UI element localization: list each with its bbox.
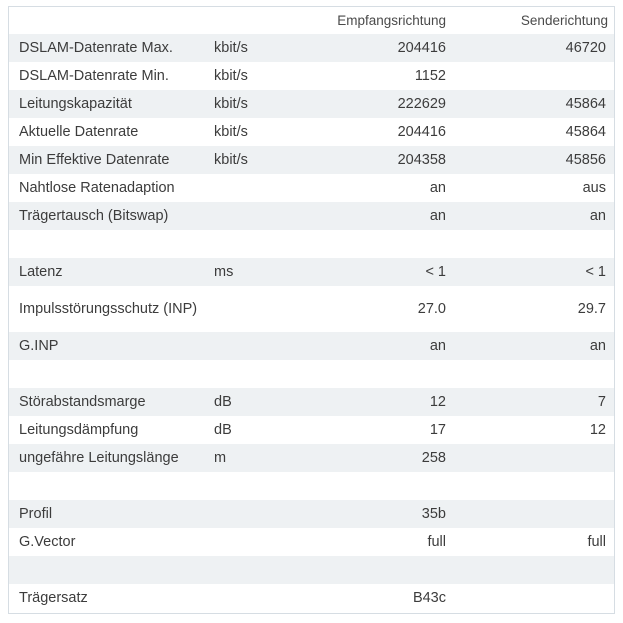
- dsl-spectrum-table: [9, 7, 614, 612]
- row-upstream-value: [446, 472, 614, 500]
- row-downstream-value: 27.0: [417, 301, 446, 317]
- row-label: Nahtlose Ratenadaption: [19, 180, 175, 196]
- row-label: [9, 472, 204, 500]
- row-unit: [204, 556, 264, 584]
- row-downstream-value: 1152: [414, 68, 446, 84]
- row-upstream-value: full: [587, 534, 606, 550]
- row-label: ungefähre Leitungslänge: [19, 450, 179, 466]
- row-latency: [9, 258, 614, 286]
- row-upstream-value: < 1: [585, 264, 606, 280]
- row-downstream-value: an: [429, 180, 446, 196]
- row-upstream-value: [446, 556, 614, 584]
- row-downstream-value: B43c: [412, 590, 446, 606]
- row-unit: dB: [214, 394, 232, 410]
- row-unit: [204, 360, 264, 388]
- row-line-attenuation: [9, 416, 614, 444]
- row-downstream-value: [264, 472, 446, 500]
- row-downstream-value: [264, 360, 446, 388]
- spacer-row: [9, 360, 614, 388]
- row-downstream-value: [264, 556, 446, 584]
- row-current-rate: [9, 118, 614, 146]
- row-unit: dB: [214, 422, 232, 438]
- row-unit: [204, 332, 264, 360]
- row-unit: [204, 584, 264, 612]
- row-downstream-value: 35b: [421, 506, 446, 522]
- row-dslam-rate-min: [9, 62, 614, 90]
- row-upstream-value: an: [589, 338, 606, 354]
- row-label: [9, 556, 204, 584]
- row-label: Trägertausch (Bitswap): [19, 208, 169, 224]
- row-label: Impulsstörungsschutz (INP): [19, 301, 198, 317]
- row-upstream-value: [446, 62, 614, 90]
- row-label: [9, 230, 204, 258]
- row-upstream-value: aus: [582, 180, 606, 196]
- row-unit: [204, 528, 264, 556]
- row-unit: [204, 202, 264, 230]
- row-label: Min Effektive Datenrate: [19, 152, 170, 168]
- row-unit: kbit/s: [214, 40, 248, 56]
- row-upstream-value: [446, 230, 614, 258]
- spacer-row: [9, 556, 614, 584]
- row-label: G.Vector: [19, 534, 76, 550]
- row-upstream-value: 45864: [565, 124, 606, 140]
- row-upstream-value: [446, 500, 614, 528]
- row-label: Leitungskapazität: [19, 96, 132, 112]
- row-snr-margin: [9, 388, 614, 416]
- header-upstream: Senderichtung: [446, 7, 614, 34]
- header-downstream: Empfangsrichtung: [264, 7, 446, 34]
- row-downstream-value: 204416: [397, 40, 446, 56]
- row-approx-line-length: [9, 444, 614, 472]
- row-unit: [204, 500, 264, 528]
- row-downstream-value: 258: [421, 450, 446, 466]
- row-label: DSLAM-Datenrate Min.: [19, 68, 169, 84]
- row-min-effective-rate: [9, 146, 614, 174]
- row-g-vector: [9, 528, 614, 556]
- row-profile: [9, 500, 614, 528]
- row-unit: kbit/s: [214, 152, 248, 168]
- row-unit: ms: [214, 264, 234, 280]
- row-downstream-value: 204358: [397, 152, 446, 168]
- row-upstream-value: 45864: [565, 96, 606, 112]
- row-g-inp: [9, 332, 614, 360]
- row-dslam-rate-max: [9, 34, 614, 62]
- row-upstream-value: [446, 360, 614, 388]
- row-impulse-noise-protection: [9, 286, 614, 332]
- row-unit: [204, 230, 264, 258]
- row-upstream-value: 7: [597, 394, 606, 410]
- row-upstream-value: [446, 444, 614, 472]
- row-downstream-value: [264, 230, 446, 258]
- row-downstream-value: an: [429, 208, 446, 224]
- row-bitswap: [9, 202, 614, 230]
- dsl-info-panel: [8, 6, 615, 614]
- row-downstream-value: full: [427, 534, 446, 550]
- row-unit: [204, 286, 264, 332]
- table-header-row: [9, 7, 614, 34]
- header-unit-column: [204, 7, 264, 34]
- row-upstream-value: 45856: [565, 152, 606, 168]
- row-downstream-value: 17: [429, 422, 446, 438]
- row-upstream-value: [446, 584, 614, 612]
- spacer-row: [9, 230, 614, 258]
- row-label: Trägersatz: [19, 590, 88, 606]
- row-label: G.INP: [19, 338, 59, 354]
- row-downstream-value: 222629: [397, 96, 446, 112]
- row-downstream-value: 204416: [397, 124, 446, 140]
- row-upstream-value: an: [589, 208, 606, 224]
- row-seamless-rate-adaption: [9, 174, 614, 202]
- row-label: Latenz: [19, 264, 63, 280]
- row-unit: kbit/s: [214, 96, 248, 112]
- row-upstream-value: 29.7: [577, 301, 606, 317]
- row-carrier-set: [9, 584, 614, 612]
- row-label: Profil: [19, 506, 53, 522]
- row-unit: m: [214, 450, 227, 466]
- row-unit: [204, 472, 264, 500]
- row-unit: [204, 174, 264, 202]
- row-unit: kbit/s: [214, 124, 248, 140]
- row-label: Aktuelle Datenrate: [19, 124, 139, 140]
- header-label-column: [9, 7, 204, 34]
- row-label: Leitungsdämpfung: [19, 422, 139, 438]
- row-upstream-value: 46720: [565, 40, 606, 56]
- row-line-capacity: [9, 90, 614, 118]
- row-label: [9, 360, 204, 388]
- row-unit: kbit/s: [214, 68, 248, 84]
- spacer-row: [9, 472, 614, 500]
- row-label: DSLAM-Datenrate Max.: [19, 40, 173, 56]
- row-downstream-value: 12: [429, 394, 446, 410]
- row-upstream-value: 12: [589, 422, 606, 438]
- row-downstream-value: an: [429, 338, 446, 354]
- row-downstream-value: < 1: [425, 264, 446, 280]
- row-label: Störabstandsmarge: [19, 394, 146, 410]
